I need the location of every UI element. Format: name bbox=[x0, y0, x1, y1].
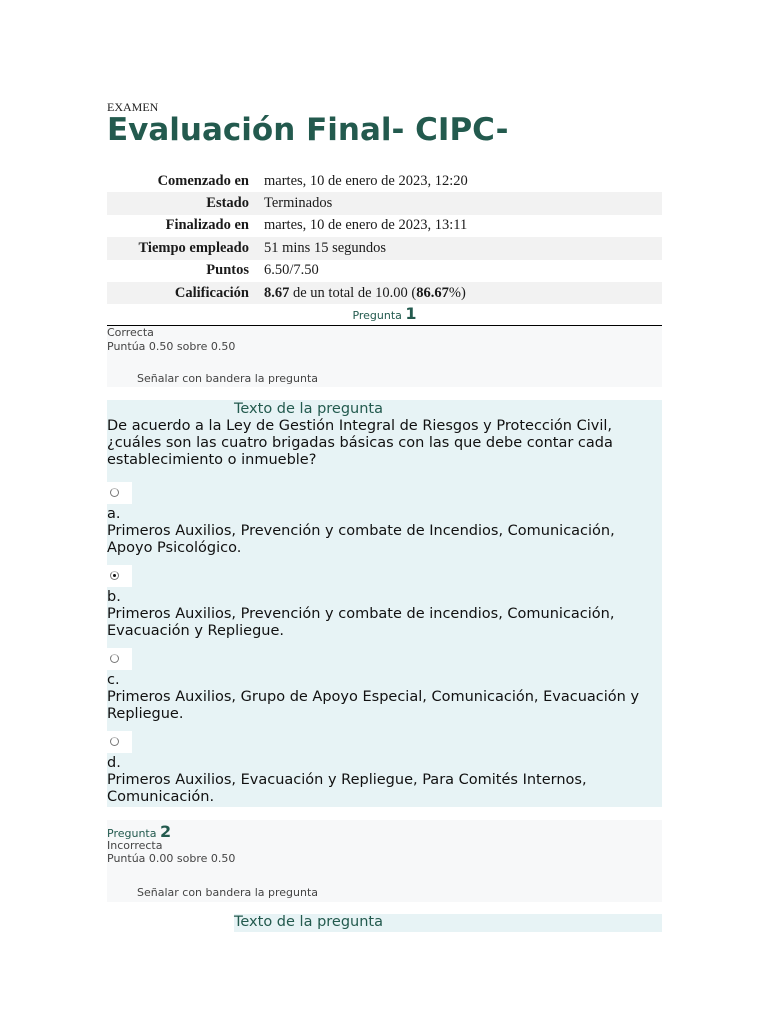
summary-label: Finalizado en bbox=[165, 217, 249, 234]
summary-value: martes, 10 de enero de 2023, 12:20 bbox=[264, 172, 468, 189]
summary-row-time bbox=[107, 237, 662, 259]
question-1-info bbox=[107, 326, 662, 387]
question-mark: Puntúa 0.50 sobre 0.50 bbox=[107, 340, 236, 353]
summary-value: 51 mins 15 segundos bbox=[257, 237, 662, 259]
option-letter: c. bbox=[107, 672, 120, 688]
grade-score: 8.67 bbox=[264, 284, 290, 301]
question-text-label: Texto de la pregunta bbox=[234, 401, 662, 417]
section-kicker: EXAMEN bbox=[107, 100, 159, 114]
summary-row-finished bbox=[107, 215, 662, 237]
question-number: 2 bbox=[159, 822, 172, 841]
option-d-radio[interactable] bbox=[107, 731, 132, 753]
option-text: Primeros Auxilios, Evacuación y Repliegue, Para Comités Internos, Comunicación. bbox=[107, 772, 587, 805]
question-prefix: Pregunta bbox=[107, 827, 157, 840]
summary-value bbox=[257, 282, 662, 304]
option-b-radio[interactable] bbox=[107, 565, 132, 587]
option-text: Primeros Auxilios, Grupo de Apoyo Especial, Comunicación, Evacuación y Repliegue. bbox=[107, 689, 640, 722]
option-letter: a. bbox=[107, 506, 121, 522]
page-title: Evaluación Final- CIPC- bbox=[107, 112, 509, 148]
summary-row-points bbox=[107, 260, 662, 282]
question-mark: Puntúa 0.00 sobre 0.50 bbox=[107, 852, 236, 865]
grade-end: %) bbox=[448, 284, 466, 301]
question-state: Incorrecta bbox=[107, 839, 163, 852]
radio-unchecked-icon bbox=[110, 488, 119, 497]
flag-question-link[interactable]: Señalar con bandera la pregunta bbox=[137, 886, 319, 899]
question-prefix: Pregunta bbox=[352, 309, 402, 322]
question-2-text-label: Texto de la pregunta bbox=[234, 914, 662, 932]
summary-row-grade bbox=[107, 282, 662, 304]
summary-label: Puntos bbox=[206, 262, 249, 279]
option-letter: d. bbox=[107, 755, 121, 771]
option-c-radio[interactable] bbox=[107, 648, 132, 670]
grade-percent: 86.67 bbox=[416, 284, 449, 301]
option-text: Primeros Auxilios, Prevención y combate de incendios, Comunicación, Evacuación y Repliegue. bbox=[107, 606, 615, 639]
summary-row-started bbox=[107, 170, 662, 192]
option-b[interactable] bbox=[107, 589, 657, 640]
question-text: De acuerdo a la Ley de Gestión Integral de Riesgos y Protección Civil, ¿cuáles son las cuatro brigadas básicas con las que debe contar cada establecimiento o inmueble? bbox=[107, 418, 613, 468]
question-number: 1 bbox=[405, 304, 417, 323]
radio-unchecked-icon bbox=[110, 737, 119, 746]
option-text: Primeros Auxilios, Prevención y combate de Incendios, Comunicación, Apoyo Psicológico. bbox=[107, 523, 615, 556]
summary-value: 6.50/7.50 bbox=[264, 262, 319, 279]
option-d[interactable] bbox=[107, 755, 657, 806]
summary-row-state bbox=[107, 192, 662, 214]
radio-checked-icon bbox=[110, 571, 119, 580]
grade-mid: de un total de 10.00 ( bbox=[289, 284, 417, 301]
option-c[interactable] bbox=[107, 672, 657, 723]
option-letter: b. bbox=[107, 589, 121, 605]
option-a[interactable] bbox=[107, 506, 657, 557]
question-1-content bbox=[107, 400, 662, 807]
summary-label: Estado bbox=[107, 192, 257, 214]
option-a-radio[interactable] bbox=[107, 482, 132, 504]
question-2-info bbox=[107, 820, 662, 902]
summary-value: martes, 10 de enero de 2023, 13:11 bbox=[264, 217, 468, 234]
summary-label: Tiempo empleado bbox=[107, 237, 257, 259]
attempt-summary-table bbox=[107, 170, 662, 304]
summary-label: Comenzado en bbox=[157, 172, 249, 189]
flag-question-link[interactable]: Señalar con bandera la pregunta bbox=[137, 372, 319, 385]
radio-unchecked-icon bbox=[110, 654, 119, 663]
summary-value: Terminados bbox=[257, 192, 662, 214]
question-1-heading bbox=[107, 304, 662, 323]
summary-label: Calificación bbox=[107, 282, 257, 304]
question-state: Correcta bbox=[107, 326, 154, 339]
